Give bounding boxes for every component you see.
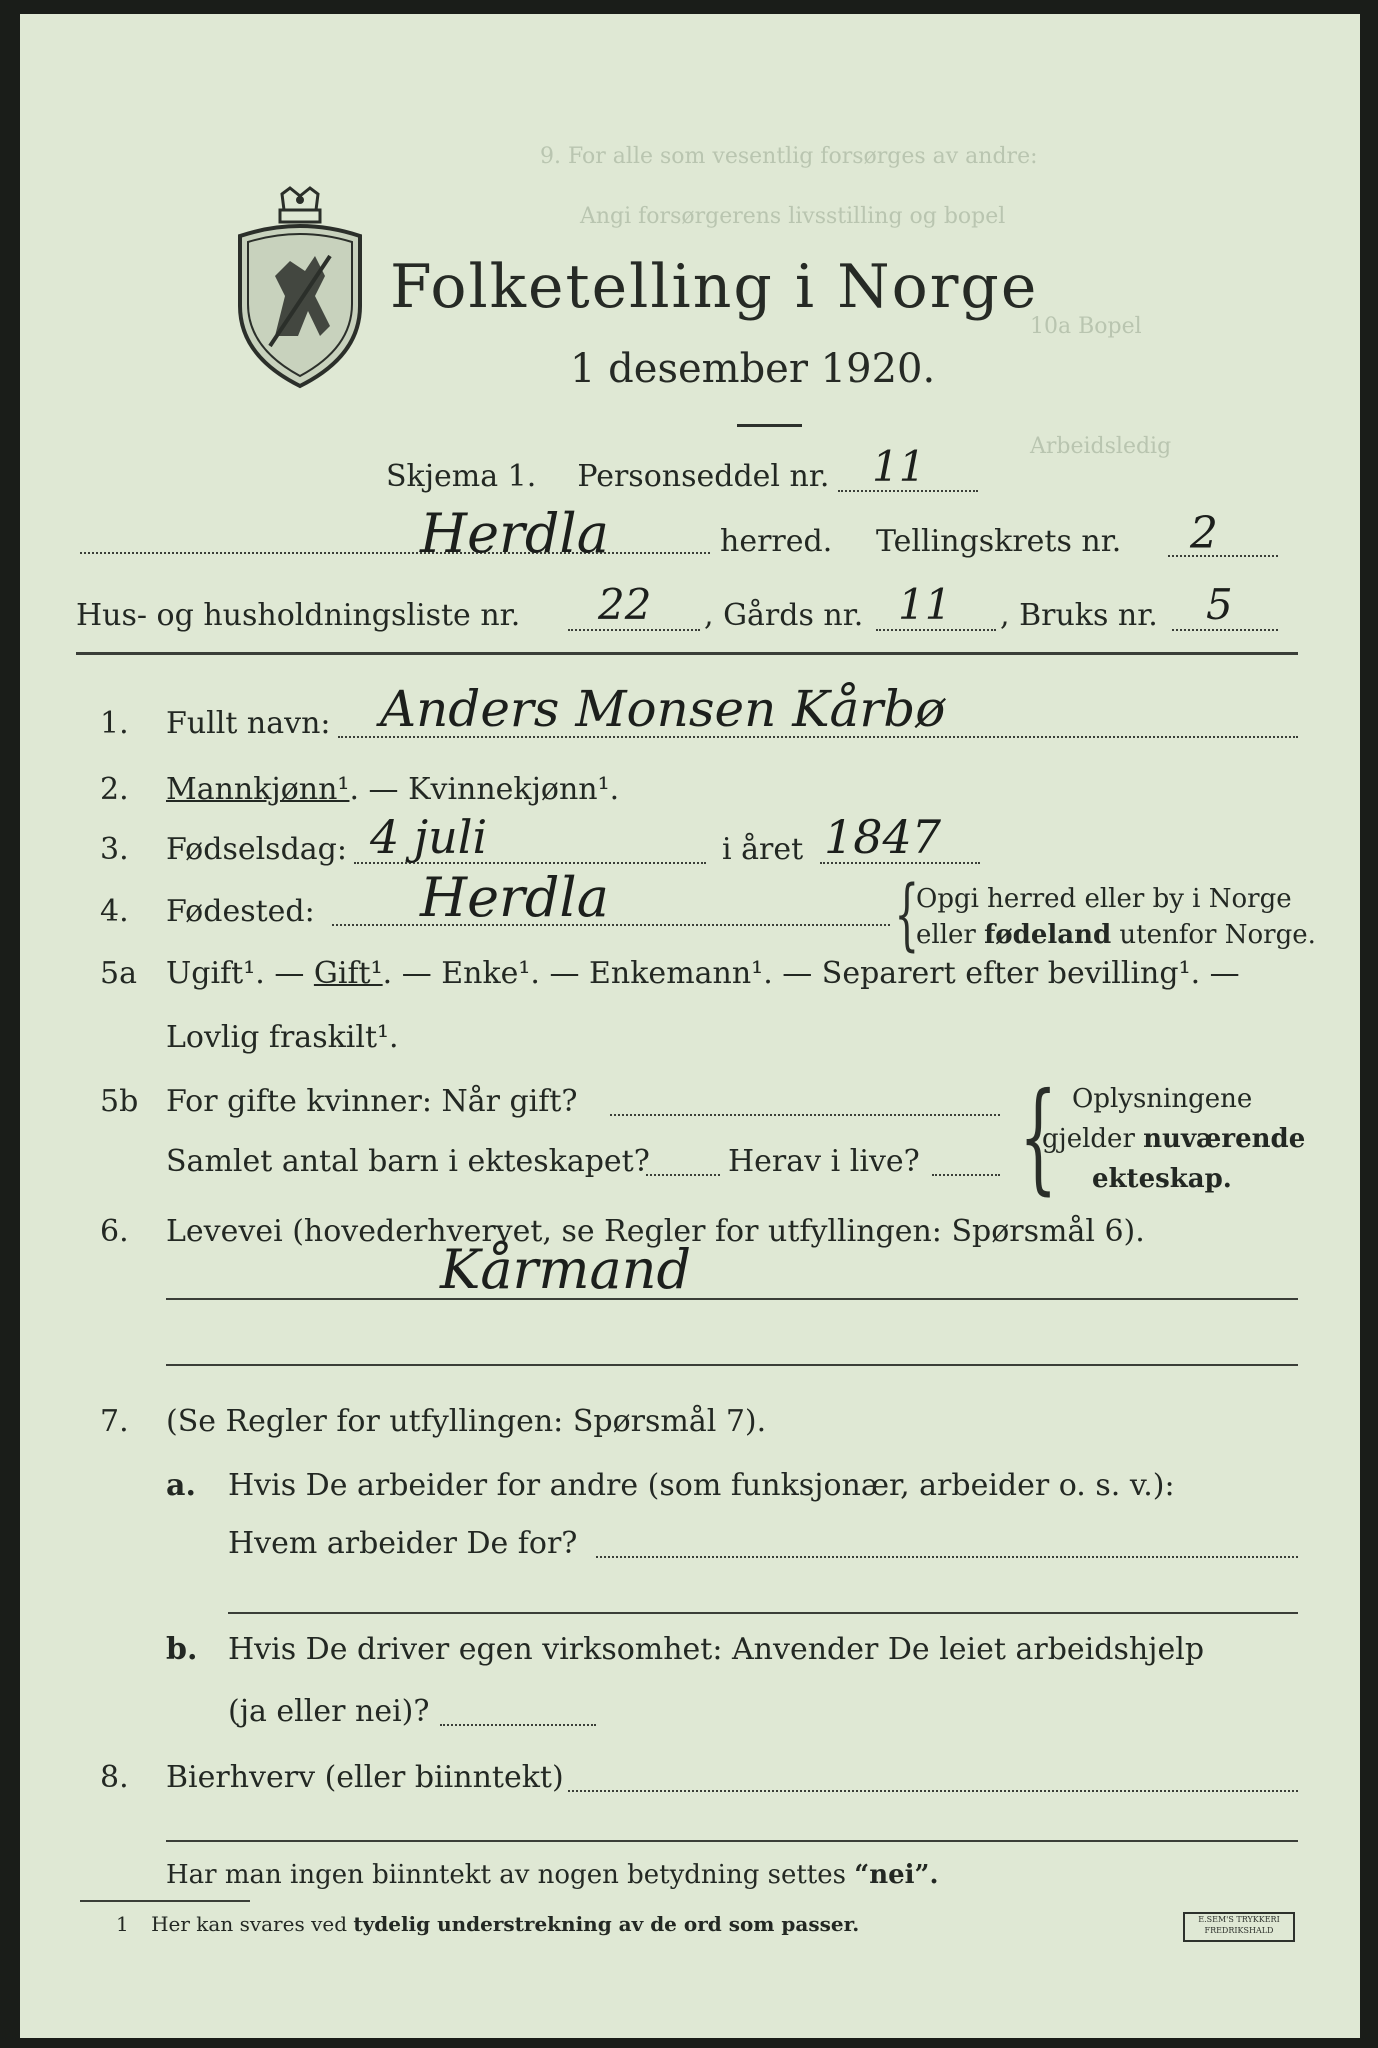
q8-number: 8. [100, 1760, 129, 1795]
q6-answer-line-2 [166, 1364, 1298, 1366]
q4-birthplace-field-line [332, 924, 890, 926]
q7a-label-2: Hvem arbeider De for? [228, 1526, 578, 1561]
q4-note-line-2 [916, 920, 1316, 950]
printer-stamp [1183, 1912, 1295, 1942]
footnote-text: Her kan svares ved [151, 1912, 354, 1936]
q2-separator: . — [349, 772, 409, 807]
q7b-label-1: Hvis De driver egen virksomhet: Anvender De leiet arbeidshjelp [228, 1632, 1205, 1667]
q5b-note-line-2-pre: gjelder [1042, 1124, 1144, 1154]
q7a-employer-field-line [596, 1556, 1298, 1558]
q5a-rest-options: . — Enke¹. — Enkemann¹. — Separert efter bevilling¹. — [382, 956, 1240, 991]
q4-birthplace-value: Herdla [420, 866, 609, 929]
census-form-page [20, 14, 1360, 2038]
husholdningsliste-value: 22 [598, 580, 652, 629]
gards-field-line [876, 629, 996, 631]
bleed-through-line-4: Arbeidsledig [1030, 434, 1172, 459]
q2-number: 2. [100, 772, 129, 807]
footnote-marker: 1 [116, 1912, 129, 1936]
husholdningsliste-label: Hus- og husholdningsliste nr. [76, 598, 521, 633]
q5b-note-line-1: Oplysningene [1072, 1084, 1253, 1114]
tellingskrets-label: Tellingskrets nr. [876, 524, 1122, 559]
q6-answer-line-1 [166, 1298, 1298, 1300]
income-note [166, 1860, 939, 1890]
schema-label: Skjema 1. [386, 459, 537, 494]
husholdningsliste-field-line [568, 629, 700, 631]
q1-number: 1. [100, 706, 129, 741]
q5a-line-2: Lovlig fraskilt¹. [166, 1020, 399, 1055]
q5b-label-3: Herav i live? [728, 1144, 920, 1179]
herred-label: herred. [720, 524, 833, 559]
q2-kvinnekjonn-option: Kvinnekjønn¹. [408, 772, 620, 807]
q7b-letter: b. [166, 1632, 198, 1667]
q5b-note-line-3: ekteskap. [1092, 1164, 1232, 1194]
q8-field-line [568, 1790, 1298, 1792]
norway-coat-of-arms-icon [230, 186, 370, 391]
q7-label: (Se Regler for utfyllingen: Spørsmål 7). [166, 1404, 767, 1439]
q2-line [166, 772, 619, 807]
income-note-text: Har man ingen biinntekt av nogen betydning settes [166, 1860, 855, 1890]
q7b-field-line [440, 1724, 596, 1726]
tellingskrets-field-line [1168, 555, 1278, 557]
bleed-through-line-3: 10a Bopel [1030, 314, 1142, 339]
q5b-note-line-2 [1042, 1124, 1305, 1154]
q5b-children-field-line [646, 1174, 720, 1176]
q7-number: 7. [100, 1404, 129, 1439]
printer-stamp-line-1: E.SEM'S TRYKKERI [1198, 1915, 1280, 1924]
q7b-label-2: (ja eller nei)? [228, 1694, 430, 1729]
title-divider [737, 424, 802, 427]
q5b-note-line-2-bold: nuværende [1143, 1124, 1306, 1154]
printer-stamp-line-2: FREDRIKSHALD [1204, 1926, 1274, 1935]
header-separator [76, 652, 1298, 655]
q3-number: 3. [100, 832, 129, 867]
q1-label: Fullt navn: [166, 706, 331, 741]
q5b-label-2: Samlet antal barn i ekteskapet? [166, 1144, 650, 1179]
bleed-through-line-1: 9. For alle som vesentlig forsørges av andre: [540, 144, 1038, 169]
tellingskrets-value: 2 [1190, 508, 1218, 559]
income-note-nei: “nei”. [854, 1860, 939, 1890]
q5b-brace: { [1019, 1068, 1058, 1207]
q7a-label-1: Hvis De arbeider for andre (som funksjonær, arbeider o. s. v.): [228, 1468, 1175, 1503]
q3-year-value: 1847 [824, 810, 942, 864]
personseddel-value: 11 [872, 442, 926, 491]
q7a-extra-line [228, 1612, 1298, 1614]
q4-brace: { [894, 870, 920, 960]
q3-label: Fødselsdag: [166, 832, 347, 867]
form-title: Folketelling i Norge [390, 252, 1039, 322]
footnote-bold: tydelig understrekning av de ord som passer. [353, 1912, 860, 1936]
schema-line [386, 459, 829, 494]
herred-field-line [80, 552, 710, 554]
q5a-ugift-option: Ugift¹. — [166, 956, 314, 991]
q4-note-line-2-pre: eller [916, 920, 985, 950]
bleed-through-line-2: Angi forsørgerens livsstilling og bopel [580, 204, 1006, 229]
q3-birthday-value: 4 juli [370, 810, 488, 864]
q3-year-label: i året [722, 832, 804, 867]
q6-occupation-value: Kårmand [440, 1238, 692, 1301]
q5b-alive-field-line [932, 1174, 1000, 1176]
form-date: 1 desember 1920. [570, 346, 936, 392]
q7a-letter: a. [166, 1468, 196, 1503]
q4-note-line-1: Opgi herred eller by i Norge [916, 884, 1292, 914]
bruks-field-line [1172, 629, 1278, 631]
footnote-rule [80, 1900, 250, 1902]
q1-full-name-value: Anders Monsen Kårbø [380, 680, 946, 738]
q5b-number: 5b [100, 1084, 139, 1119]
q6-label: Levevei (hovederhvervet, se Regler for utfyllingen: Spørsmål 6). [166, 1214, 1145, 1249]
q5a-number: 5a [100, 956, 137, 991]
q8-label: Bierhverv (eller biinntekt) [166, 1760, 564, 1795]
gards-value: 11 [898, 580, 952, 629]
q4-label: Fødested: [166, 894, 315, 929]
personseddel-label: Personseddel nr. [577, 459, 830, 494]
q5b-married-when-field-line [610, 1114, 1000, 1116]
q5a-line-1 [166, 956, 1240, 991]
q5b-label-1: For gifte kvinner: Når gift? [166, 1084, 578, 1119]
q5a-gift-option-selected: Gift¹ [313, 956, 383, 991]
q6-number: 6. [100, 1214, 129, 1249]
bruks-value: 5 [1206, 580, 1233, 629]
q4-number: 4. [100, 894, 129, 929]
q2-mannkjonn-option-selected: Mannkjønn¹ [166, 772, 350, 807]
q4-note-line-2-post: utenfor Norge. [1111, 920, 1316, 950]
herred-value: Herdla [420, 502, 609, 565]
bruks-label: , Bruks nr. [1000, 598, 1158, 633]
q4-note-line-2-bold: fødeland [984, 920, 1112, 950]
footnote [116, 1912, 859, 1936]
gards-label: , Gårds nr. [704, 598, 864, 633]
q8-extra-line [166, 1840, 1298, 1842]
